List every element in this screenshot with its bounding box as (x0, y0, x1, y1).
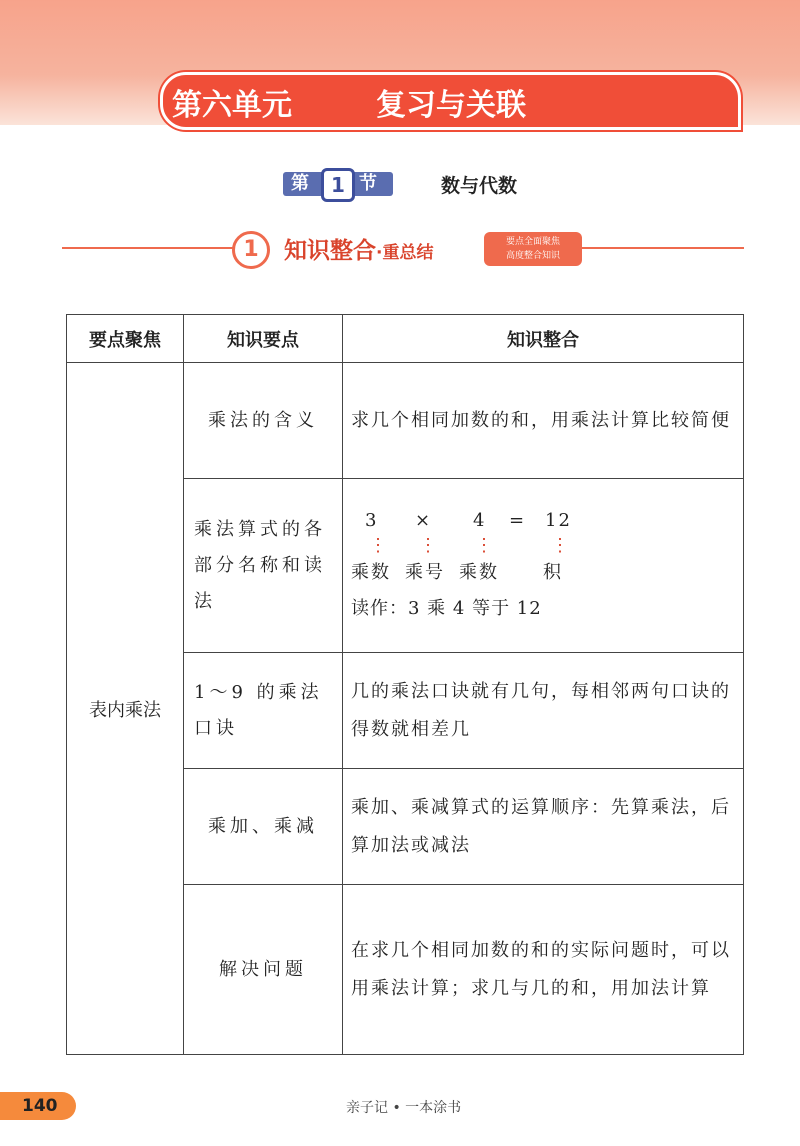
name-times: 乘号 (405, 561, 445, 583)
name-product: 积 (543, 561, 563, 583)
name-factor-b: 乘数 (459, 561, 499, 583)
knowledge-title-main: 知识整合 (284, 238, 376, 264)
tag-line-1: 要点全面聚焦 (505, 237, 560, 247)
dots-r: ⋮ (551, 534, 571, 556)
unit-title: 复习与关联 (376, 88, 526, 123)
content-cell: 在求几个相同加数的和的实际问题时，可以用乘法计算；求几与几的和，用加法计算 (343, 885, 744, 1055)
content-cell: 求几个相同加数的和，用乘法计算比较简便 (343, 363, 744, 479)
section-di: 第 (291, 173, 309, 194)
section-jie: 节 (359, 173, 377, 194)
knowledge-tag (484, 232, 582, 266)
times-sign: × (415, 509, 433, 531)
table-header-row (67, 315, 744, 363)
header-point: 知识要点 (184, 315, 343, 363)
point-cell: 解决问题 (184, 885, 343, 1055)
tag-line-2: 高度整合知识 (505, 251, 560, 261)
point-cell: 乘法的含义 (184, 363, 343, 479)
footer-text: 亲子记 • 一本涂书 (346, 1100, 462, 1116)
dots-op: ⋮ (419, 534, 439, 556)
point-cell: 乘加、乘减 (184, 769, 343, 885)
factor-b: 4 (473, 509, 487, 531)
knowledge-title (284, 232, 433, 265)
table-row (67, 363, 744, 479)
formula-cell (343, 479, 744, 653)
dots-b: ⋮ (475, 534, 495, 556)
header-focus: 要点聚焦 (67, 315, 184, 363)
divider-left (62, 247, 234, 249)
reading-text: 读作：3 乘 4 等于 12 (351, 597, 542, 619)
section-number: 1 (321, 168, 355, 202)
section-title: 数与代数 (441, 175, 518, 197)
page-number: 140 (0, 1092, 76, 1120)
unit-label: 第六单元 (172, 88, 292, 123)
content-cell: 乘加、乘减算式的运算顺序：先算乘法，后算加法或减法 (343, 769, 744, 885)
header-integration: 知识整合 (343, 315, 744, 363)
equals-sign: = (509, 509, 527, 531)
product: 12 (545, 509, 572, 531)
factor-a: 3 (365, 509, 379, 531)
section-badge (283, 168, 393, 198)
knowledge-table (66, 314, 744, 1055)
knowledge-number: 1 (232, 231, 270, 269)
dots-a: ⋮ (369, 534, 389, 556)
focus-cell: 表内乘法 (67, 363, 184, 1055)
point-cell: 1～9 的乘法口诀 (184, 653, 343, 769)
knowledge-subtitle: ·重总结 (376, 243, 434, 263)
content-cell: 几的乘法口诀就有几句，每相邻两句口诀的得数就相差几 (343, 653, 744, 769)
divider-right (582, 247, 744, 249)
name-factor-a: 乘数 (351, 561, 391, 583)
point-cell: 乘法算式的各部分名称和读法 (184, 479, 343, 653)
formula-diagram (351, 507, 735, 625)
